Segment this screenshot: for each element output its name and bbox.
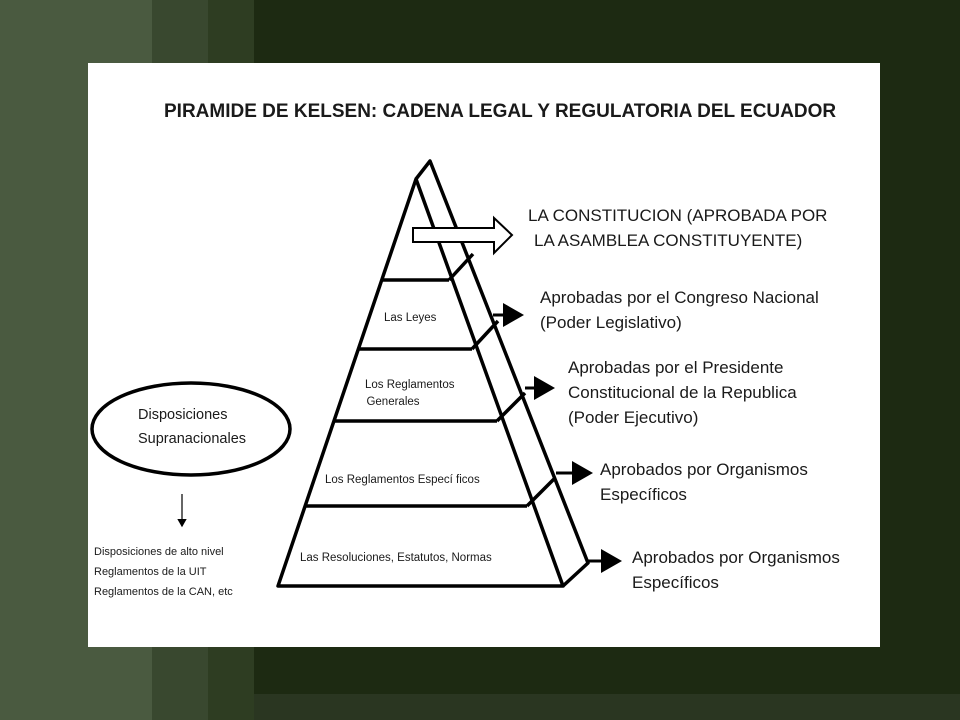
level-description-resolutions: Aprobados por Organismos xyxy=(632,548,840,567)
supranational-label: Supranacionales xyxy=(138,431,247,447)
level-description-specific-regulations: Aprobados por Organismos xyxy=(600,460,808,479)
background-strip xyxy=(254,694,960,720)
diagram-title: PIRAMIDE DE KELSEN: CADENA LEGAL Y REGULATORIA DEL ECUADOR xyxy=(164,101,837,122)
supranational-item: Disposiciones de alto nivel xyxy=(94,546,224,558)
supranational-item: Reglamentos de la CAN, etc xyxy=(94,586,233,598)
level-name-general-regulations: Los Reglamentos xyxy=(365,379,455,391)
level-name-general-regulations: Generales xyxy=(366,396,420,408)
level-description-general-regulations: (Poder Ejecutivo) xyxy=(568,408,699,427)
level-description-general-regulations: Aprobadas por el Presidente xyxy=(568,358,784,377)
level-description-general-regulations: Constitucional de la Republica xyxy=(568,383,797,402)
supranational-oval xyxy=(92,383,290,475)
supranational-label: Disposiciones xyxy=(138,407,228,423)
level-description-resolutions: Específicos xyxy=(632,573,719,592)
level-description-specific-regulations: Específicos xyxy=(600,485,687,504)
level-name-specific-regulations: Los Reglamentos Especí ficos xyxy=(325,474,480,486)
supranational-item: Reglamentos de la UIT xyxy=(94,566,207,578)
level-description-constitution: LA CONSTITUCION (APROBADA POR xyxy=(528,206,828,225)
slide-card xyxy=(88,63,880,647)
level-description-laws: Aprobadas por el Congreso Nacional xyxy=(540,288,819,307)
level-description-constitution: LA ASAMBLEA CONSTITUYENTE) xyxy=(534,231,803,250)
level-name-laws: Las Leyes xyxy=(384,312,437,324)
level-name-resolutions: Las Resoluciones, Estatutos, Normas xyxy=(300,552,492,564)
level-pointer-arrows xyxy=(493,315,619,561)
level-description-laws: (Poder Legislativo) xyxy=(540,313,682,332)
kelsen-pyramid-diagram xyxy=(88,63,880,647)
